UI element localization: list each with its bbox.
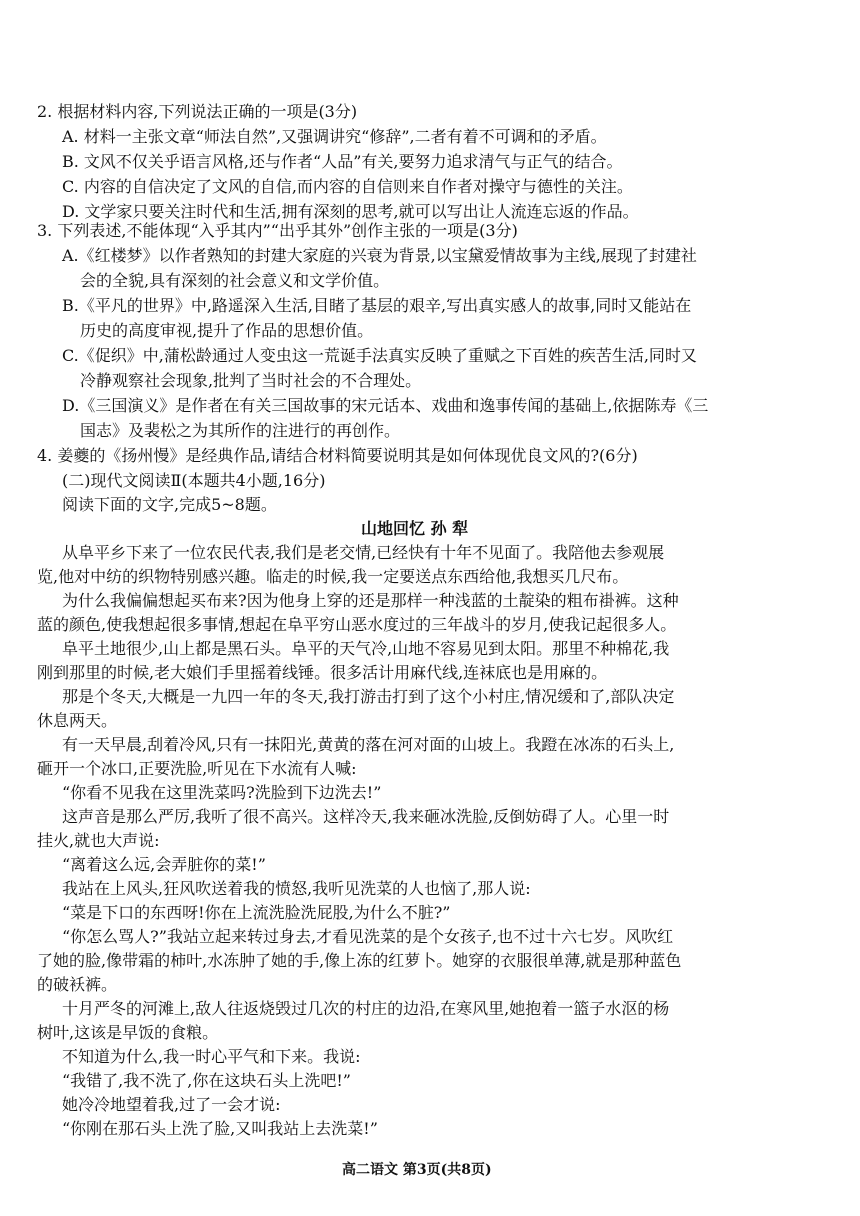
question-3-option-line: 冷静观察社会现象,批判了当时社会的不合理处。 [80, 371, 422, 390]
page-footer: 高二语文 第3页(共8页) [342, 1162, 492, 1178]
article-line: 阜平土地很少,山上都是黑石头。阜平的天气冷,山地不容易见到太阳。那里不种棉花,我 [62, 639, 670, 658]
article-line: “你怎么骂人?”我站立起来转过身去,才看见洗菜的是个女孩子,也不过十六七岁。风吹红 [62, 927, 674, 946]
article-line: 那是个冬天,大概是一九四一年的冬天,我打游击打到了这个小村庄,情况缓和了,部队决定 [62, 687, 675, 706]
article-line: 她冷冷地望着我,过了一会才说: [62, 1095, 281, 1114]
article-line: 为什么我偏偏想起买布来?因为他身上穿的还是那样一种浅蓝的土靛染的粗布褂裤。这种 [62, 591, 679, 610]
article-line: 我站在上风头,狂风吹送着我的愤怒,我听见洗菜的人也恼了,那人说: [62, 879, 531, 898]
article-line: 从阜平乡下来了一位农民代表,我们是老交情,已经快有十年不见面了。我陪他去参观展 [62, 543, 665, 562]
article-line: 挂火,就也大声说: [37, 831, 160, 850]
question-2-stem: 2. 根据材料内容,下列说法正确的一项是(3分) [37, 102, 358, 121]
section-instruction: 阅读下面的文字,完成5~8题。 [62, 495, 277, 514]
article-line: 不知道为什么,我一时心平气和下来。我说: [62, 1047, 361, 1066]
article-line: 刚到那里的时候,老大娘们手里摇着线锤。很多活计用麻代线,连袜底也是用麻的。 [37, 663, 608, 682]
article-line: 有一天早晨,刮着冷风,只有一抹阳光,黄黄的落在河对面的山坡上。我蹬在冰冻的石头上, [62, 735, 675, 754]
question-3-option-line: A.《红楼梦》以作者熟知的封建大家庭的兴衰为背景,以宝黛爱情故事为主线,展现了封建社 [62, 246, 697, 265]
article-line: 览,他对中纺的织物特别感兴趣。临走的时候,我一定要送点东西给他,我想买几尺布。 [37, 567, 629, 586]
article-line: “我错了,我不洗了,你在这块石头上洗吧!” [62, 1071, 351, 1090]
question-2-option-c: C. 内容的自信决定了文风的自信,而内容的自信则来自作者对操守与德性的关注。 [62, 177, 633, 196]
article-line: 十月严冬的河滩上,敌人往返烧毁过几次的村庄的边沿,在寒风里,她抱着一篮子水沤的杨 [62, 999, 670, 1018]
article-line: 的破袄裤。 [37, 975, 118, 994]
question-3-option-line: D.《三国演义》是作者在有关三国故事的宋元话本、戏曲和逸事传闻的基础上,依据陈寿《三 [62, 396, 709, 415]
article-line: 砸开一个冰口,正要洗脸,听见在下水流有人喊: [37, 759, 357, 778]
article-line: 了她的脸,像带霜的柿叶,水冻肿了她的手,像上冻的红萝卜。她穿的衣服很单薄,就是那种蓝色 [37, 951, 682, 970]
question-3-option-line: 历史的高度审视,提升了作品的思想价值。 [80, 321, 374, 340]
question-2-option-d: D. 文学家只要关注时代和生活,拥有深刻的思考,就可以写出让人流连忘返的作品。 [62, 202, 639, 221]
question-2-option-a: A. 材料一主张文章“师法自然”,又强调讲究“修辞”,二者有着不可调和的矛盾。 [62, 127, 607, 146]
article-line: 这声音是那么严厉,我听了很不高兴。这样冷天,我来砸冰洗脸,反倒妨碍了人。心里一时 [62, 807, 670, 826]
article-line: “菜是下口的东西呀!你在上流洗脸洗屁股,为什么不脏?” [62, 903, 451, 922]
question-3-option-line: 国志》及裴松之为其所作的注进行的再创作。 [80, 421, 401, 440]
question-3-stem: 3. 下列表述,不能体现“入乎其内”“出乎其外”创作主张的一项是(3分) [37, 221, 518, 240]
article-line: “你看不见我在这里洗菜吗?洗脸到下边洗去!” [62, 783, 382, 802]
article-line: 休息两天。 [37, 711, 118, 730]
question-2-option-b: B. 文风不仅关乎语言风格,还与作者“人品”有关,要努力追求清气与正气的结合。 [62, 152, 623, 171]
article-title: 山地回忆 孙 犁 [361, 519, 469, 538]
article-line: 蓝的颜色,使我想起很多事情,想起在阜平穷山恶水度过的三年战斗的岁月,使我记起很多人。 [37, 615, 677, 634]
article-line: 树叶,这该是早饭的食粮。 [37, 1023, 219, 1042]
question-3-option-line: B.《平凡的世界》中,路遥深入生活,目睹了基层的艰辛,写出真实感人的故事,同时又能站在 [62, 296, 692, 315]
question-4-stem: 4. 姜夔的《扬州慢》是经典作品,请结合材料简要说明其是如何体现优良文风的?(6分) [37, 446, 638, 465]
section-heading: (二)现代文阅读Ⅱ(本题共4小题,16分) [62, 471, 326, 490]
question-3-option-line: C.《促织》中,蒲松龄通过人变虫这一荒诞手法真实反映了重赋之下百姓的疾苦生活,同时又 [62, 346, 697, 365]
question-3-option-line: 会的全貌,具有深刻的社会意义和文学价值。 [80, 271, 390, 290]
article-line: “你刚在那石头上洗了脸,又叫我站上去洗菜!” [62, 1119, 378, 1138]
article-line: “离着这么远,会弄脏你的菜!” [62, 855, 266, 874]
